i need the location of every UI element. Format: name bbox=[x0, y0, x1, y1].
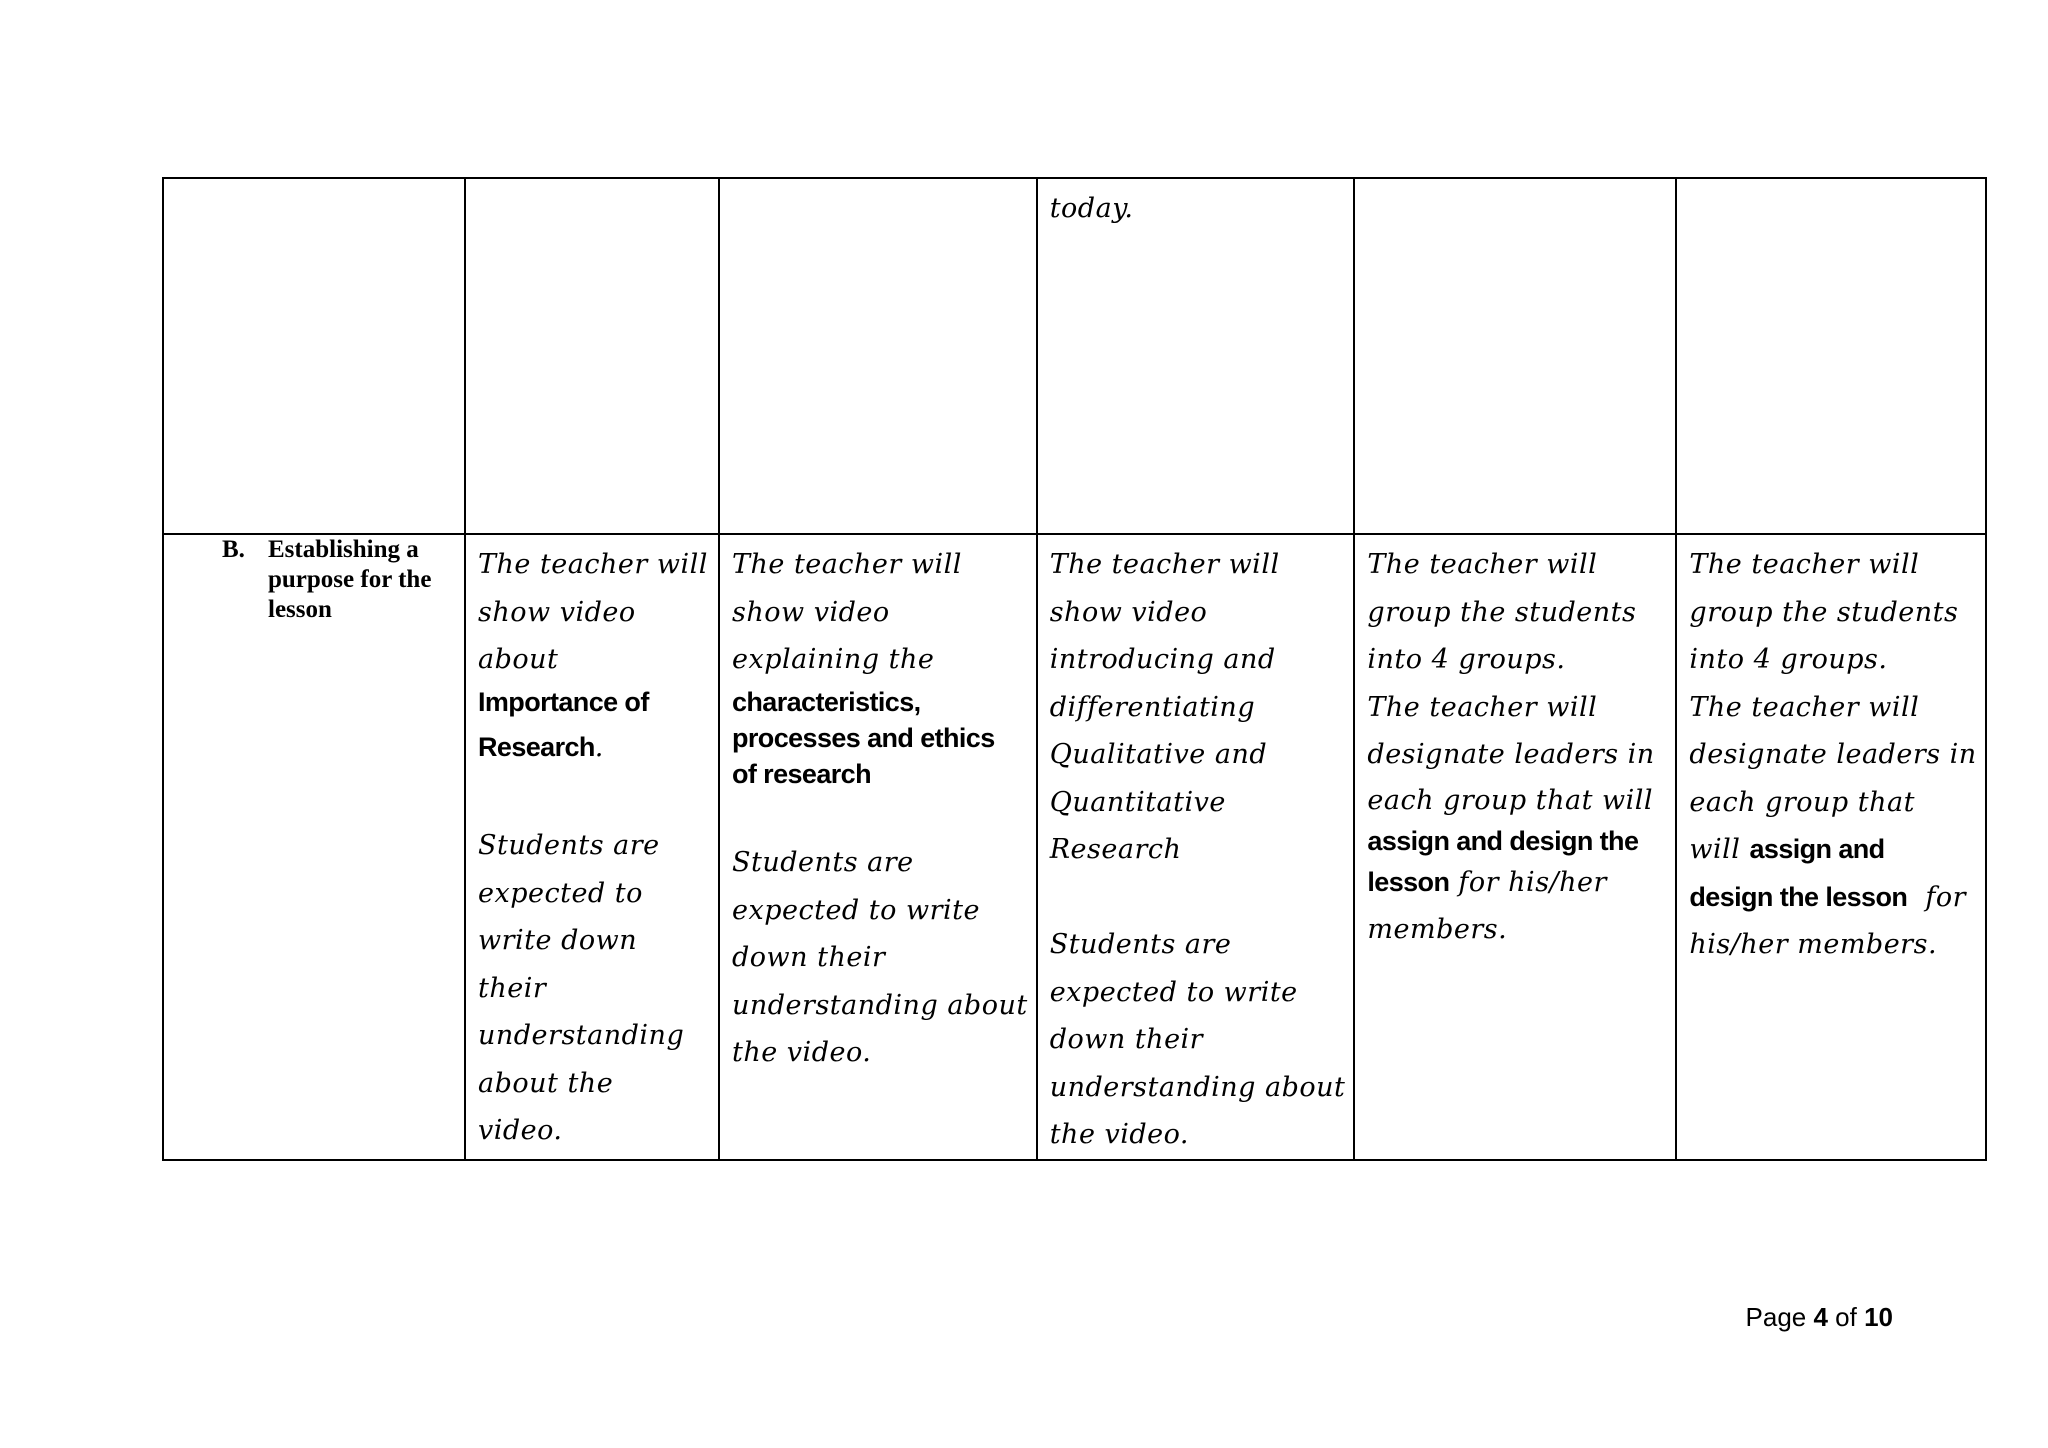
table-row bbox=[163, 178, 1986, 534]
cell-line: explaining the bbox=[732, 644, 935, 675]
cell-bold-line: Importance of bbox=[478, 686, 649, 717]
cell-bold-text: design the lesson bbox=[1689, 881, 1908, 912]
cell-line: designate leaders in bbox=[1689, 739, 1977, 770]
cell-line: down their bbox=[1049, 1024, 1204, 1055]
cell-line: down their bbox=[732, 942, 886, 973]
cell-bold-line: of research bbox=[732, 758, 871, 789]
cell-line: The teacher will bbox=[478, 549, 708, 580]
cell-line: Qualitative and bbox=[1049, 739, 1268, 770]
row-label-line: lesson bbox=[268, 596, 332, 623]
row-label-line: purpose for the bbox=[268, 566, 432, 593]
cell-line: understanding bbox=[478, 1020, 685, 1051]
cell-text: today. bbox=[1049, 193, 1134, 224]
cell-line: into 4 groups. bbox=[1689, 644, 1888, 675]
cell-punct: . bbox=[594, 731, 604, 763]
cell-line: their bbox=[478, 972, 547, 1004]
cell-bold-line: assign and design the bbox=[1367, 825, 1639, 856]
row-label-cell bbox=[163, 534, 465, 1160]
cell-line: expected to write bbox=[1049, 976, 1298, 1008]
cell-line: into 4 groups. bbox=[1367, 644, 1566, 675]
cell-line: show video bbox=[478, 596, 636, 628]
cell-line: The teacher will bbox=[1367, 691, 1598, 723]
cell-line: designate leaders in bbox=[1367, 739, 1655, 770]
table-cell-day1 bbox=[465, 534, 719, 1160]
cell-line: the video. bbox=[732, 1037, 872, 1068]
row-label-letter: B. bbox=[222, 536, 245, 563]
cell-line: his/her members. bbox=[1689, 929, 1938, 960]
cell-line: understanding about bbox=[732, 989, 1028, 1021]
cell-text: will bbox=[1689, 834, 1750, 865]
row-label-text bbox=[268, 535, 431, 625]
cell-line: show video bbox=[732, 596, 890, 628]
cell-line: the video. bbox=[1049, 1119, 1190, 1150]
cell-text: for his/her bbox=[1449, 866, 1607, 898]
cell-line: understanding about bbox=[1049, 1071, 1346, 1103]
cell-line: expected to write bbox=[732, 894, 980, 926]
cell-line: video. bbox=[478, 1115, 563, 1146]
cell-line: members. bbox=[1367, 914, 1508, 945]
cell-line: differentiating bbox=[1049, 691, 1256, 723]
cell-bold-line: processes and ethics bbox=[732, 722, 995, 753]
table-cell bbox=[1354, 178, 1676, 534]
cell-line: The teacher will bbox=[1689, 691, 1920, 723]
page-number bbox=[1746, 1302, 1893, 1333]
cell-line: The teacher will bbox=[1049, 549, 1280, 580]
table-cell-day5 bbox=[1676, 534, 1985, 1160]
cell-line: Research bbox=[1049, 834, 1182, 865]
row-label bbox=[222, 535, 456, 625]
cell-line: show video bbox=[1049, 596, 1208, 628]
table-cell bbox=[1676, 178, 1985, 534]
cell-line: Quantitative bbox=[1049, 786, 1226, 818]
cell-line: group the students bbox=[1689, 596, 1959, 628]
cell-bold-line: Research bbox=[478, 731, 595, 762]
row-label-line: Establishing a bbox=[268, 536, 419, 563]
cell-line: write down bbox=[478, 925, 638, 956]
cell-line: The teacher will bbox=[1367, 549, 1598, 580]
page-current: 4 bbox=[1813, 1302, 1828, 1332]
page-total: 10 bbox=[1864, 1302, 1893, 1332]
page-word: Page bbox=[1745, 1302, 1814, 1332]
cell-bold-text: assign and bbox=[1749, 834, 1885, 864]
table-cell bbox=[465, 178, 719, 534]
table-cell-day2 bbox=[719, 534, 1037, 1160]
cell-line: introducing and bbox=[1049, 644, 1276, 675]
cell-line: about the bbox=[478, 1067, 614, 1099]
table-cell-day3 bbox=[1037, 534, 1355, 1160]
cell-line: Students are bbox=[1049, 929, 1232, 960]
cell-line: each group that bbox=[1689, 786, 1915, 818]
cell-line: Students are bbox=[478, 830, 660, 861]
table-row bbox=[163, 534, 1986, 1160]
cell-line: expected to bbox=[478, 877, 643, 909]
table-cell bbox=[1037, 178, 1355, 534]
cell-line: Students are bbox=[732, 847, 914, 878]
table-cell-day4 bbox=[1354, 534, 1676, 1160]
cell-bold-line: characteristics, bbox=[732, 686, 921, 717]
cell-line: The teacher will bbox=[732, 549, 962, 580]
cell-line: about bbox=[478, 644, 559, 675]
table-cell bbox=[163, 178, 465, 534]
lesson-plan-table bbox=[162, 177, 1987, 1161]
cell-line: The teacher will bbox=[1689, 549, 1920, 580]
cell-line: each group that will bbox=[1367, 784, 1654, 816]
table-cell bbox=[719, 178, 1037, 534]
cell-bold-text: lesson bbox=[1367, 866, 1450, 897]
page-of: of bbox=[1827, 1302, 1865, 1332]
cell-text: for bbox=[1907, 881, 1967, 913]
cell-line: group the students bbox=[1367, 596, 1637, 628]
